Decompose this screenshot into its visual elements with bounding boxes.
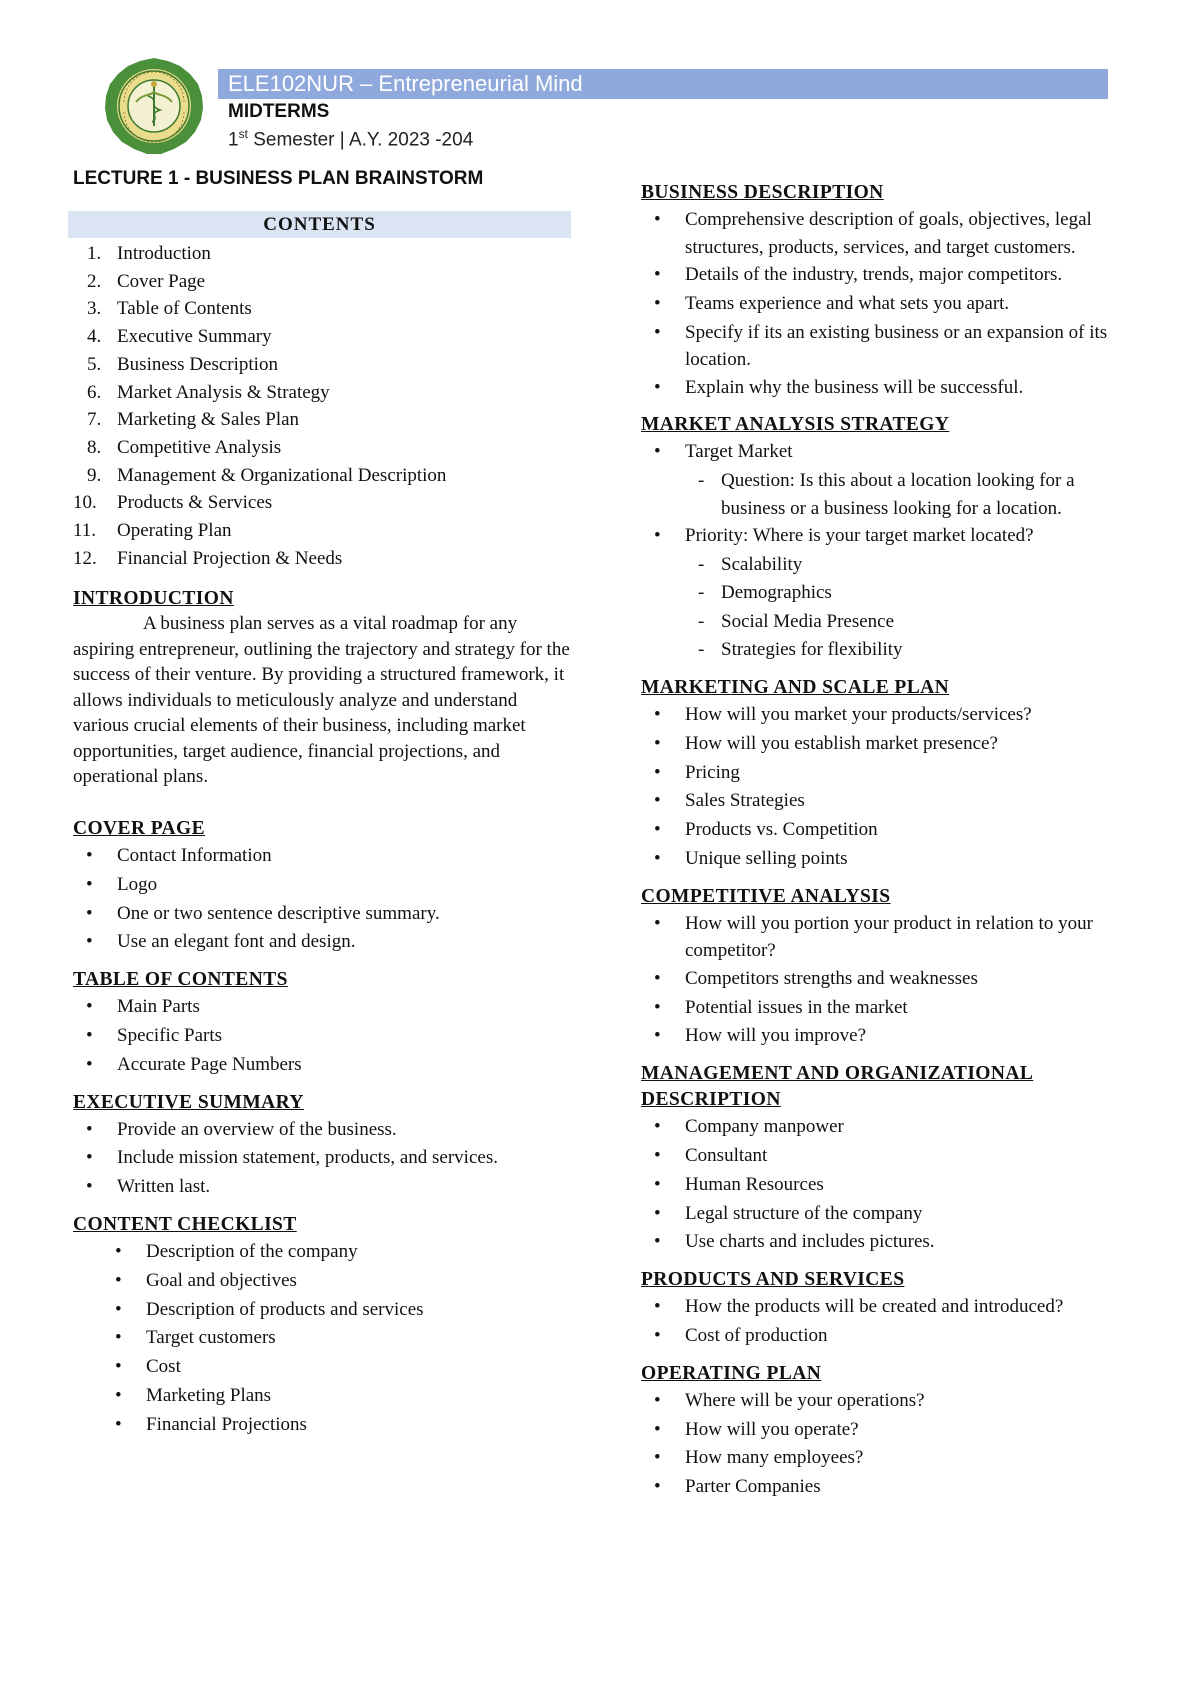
list-item: • Specify if its an existing business or an expansion of its location. [641,319,1141,374]
business-description-heading: BUSINESS DESCRIPTION [641,182,884,203]
list-item: • One or two sentence descriptive summary. [73,900,573,929]
table-of-contents-heading: TABLE OF CONTENTS [73,969,288,991]
list-item: • Target Market [641,438,1141,467]
list-item: • Explain why the business will be successful. [641,374,1141,403]
contents-list [73,240,573,572]
operating-plan-list [641,1387,1141,1502]
table-of-contents-list [73,993,573,1079]
list-item: • Written last. [73,1173,573,1202]
list-item: • Provide an overview of the business. [73,1116,573,1145]
list-item: • Human Resources [641,1171,1141,1200]
list-item: • How will you portion your product in relation to your competitor? [641,910,1141,965]
competitive-analysis-heading: COMPETITIVE ANALYSIS [641,885,891,907]
list-item: • Cost [73,1353,573,1382]
list-item: • How will you establish market presence? [641,730,1141,759]
contents-item: 6. Market Analysis & Strategy [87,381,330,403]
cover-page-heading: COVER PAGE [73,817,206,839]
list-item: • Unique selling points [641,845,1141,874]
marketing-scale-list [641,701,1141,874]
list-item: • Pricing [641,759,1141,788]
sub-list-item: - Scalability [641,551,1141,580]
content-checklist-heading: CONTENT CHECKLIST [73,1213,297,1235]
semester-line: 1st Semester | A.Y. 2023 -204 [228,127,474,151]
market-analysis-list-2 [641,522,1141,551]
management-list [641,1113,1141,1257]
list-item: • How many employees? [641,1444,1141,1473]
list-item: • Details of the industry, trends, major competitors. [641,261,1141,290]
sub-list-item: - Social Media Presence [641,608,1141,637]
list-item: • Main Parts [73,993,573,1022]
list-item: • Financial Projections [73,1411,573,1440]
sub-list-item: - Question: Is this about a location looking for a business or a business looking for a location. [641,467,1141,522]
course-title-bar: ELE102NUR – Entrepreneurial Mind [218,69,1108,99]
list-item: • Include mission statement, products, and services. [73,1144,573,1173]
left-column [73,240,573,1439]
lecture-title: LECTURE 1 - BUSINESS PLAN BRAINSTORM [73,168,484,189]
list-item: • How will you improve? [641,1022,1141,1051]
contents-item: 12. Financial Projection & Needs [73,547,343,569]
list-item: • Sales Strategies [641,787,1141,816]
list-item: • Accurate Page Numbers [73,1051,573,1080]
contents-item: 8. Competitive Analysis [87,436,282,458]
contents-item: 5. Business Description [87,353,278,375]
list-item: • Potential issues in the market [641,994,1141,1023]
market-analysis-sublist-2 [641,551,1141,665]
list-item: • Priority: Where is your target market located? [641,522,1141,551]
content-checklist-list [73,1238,573,1440]
operating-plan-heading: OPERATING PLAN [641,1362,822,1384]
list-item: • How will you market your products/services? [641,701,1141,730]
products-services-heading: PRODUCTS AND SERVICES [641,1269,905,1291]
introduction-heading: INTRODUCTION [73,588,234,610]
contents-item: 3. Table of Contents [87,298,252,320]
products-services-list [641,1293,1141,1351]
list-item: • Target customers [73,1324,573,1353]
list-item: • Legal structure of the company [641,1200,1141,1229]
contents-item: 2. Cover Page [87,270,206,292]
contents-item: 1. Introduction [87,243,211,264]
contents-item: 4. Executive Summary [87,326,272,348]
list-item: • Where will be your operations? [641,1387,1141,1416]
list-item: • Marketing Plans [73,1382,573,1411]
list-item: • Products vs. Competition [641,816,1141,845]
list-item: • How the products will be created and introduced? [641,1293,1141,1322]
list-item: • Contact Information [73,842,573,871]
business-description-list [641,206,1141,402]
list-item: • Company manpower [641,1113,1141,1142]
list-item: • Parter Companies [641,1473,1141,1502]
contents-item: 10. Products & Services [73,492,273,514]
list-item: • Description of products and services [73,1296,573,1325]
market-analysis-list [641,438,1141,467]
marketing-scale-heading: MARKETING AND SCALE PLAN [641,676,950,698]
list-item: • Teams experience and what sets you apart. [641,290,1141,319]
list-item: • Logo [73,871,573,900]
right-column [641,180,1141,1502]
list-item: • Comprehensive description of goals, objectives, legal structures, products, services, and target customers. [641,206,1141,261]
market-analysis-heading: MARKET ANALYSIS STRATEGY [641,414,950,436]
list-item: • Use an elegant font and design. [73,928,573,957]
sub-list-item: - Demographics [641,579,1141,608]
contents-item: 9. Management & Organizational Description [87,464,447,486]
sub-list-item: - Strategies for flexibility [641,636,1141,665]
list-item: • Consultant [641,1142,1141,1171]
introduction-text: A business plan serves as a vital roadmap for any aspiring entrepreneur, outlining the trajectory and strategy for the success of their venture. By providing a structured framework, it allows individuals to meticulously analyze and understand various crucial elements of their business, including market opportunities, target audience, financial projections, and operational plans. [73,613,570,788]
executive-summary-heading: EXECUTIVE SUMMARY [73,1091,304,1113]
competitive-analysis-list [641,910,1141,1051]
management-heading: MANAGEMENT AND ORGANIZATIONAL DESCRIPTION [641,1063,1034,1111]
list-item: • Competitors strengths and weaknesses [641,965,1141,994]
contents-item: 11. Operating Plan [73,520,232,542]
executive-summary-list [73,1116,573,1202]
list-item: • Specific Parts [73,1022,573,1051]
term-label: MIDTERMS [228,101,330,122]
school-seal-logo [98,56,210,156]
list-item: • Cost of production [641,1322,1141,1351]
list-item: • Use charts and includes pictures. [641,1228,1141,1257]
list-item: • Goal and objectives [73,1267,573,1296]
market-analysis-sublist [641,467,1141,522]
list-item: • How will you operate? [641,1416,1141,1445]
contents-item: 7. Marketing & Sales Plan [87,409,300,431]
contents-heading: CONTENTS [68,211,571,238]
cover-page-list [73,842,573,957]
list-item: • Description of the company [73,1238,573,1267]
